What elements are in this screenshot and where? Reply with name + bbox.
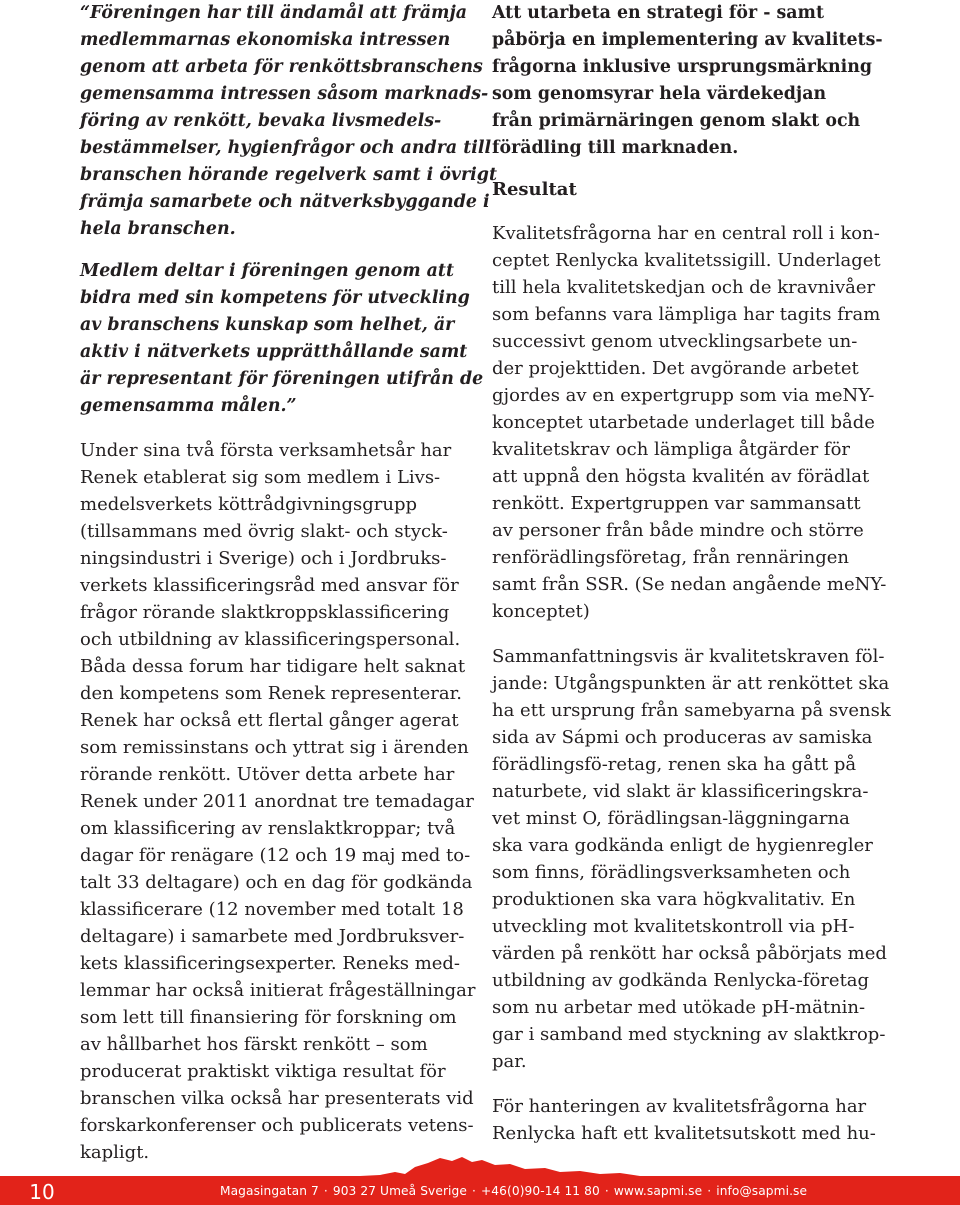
text-line: som lett till finansiering för forskning om <box>80 1007 457 1028</box>
strategy-goal-paragraph <box>492 0 883 162</box>
text-line: (tillsammans med övrig slakt- och styck- <box>80 521 448 542</box>
text-line: naturbete, vid slakt är klassificeringskra- <box>492 781 869 802</box>
text-line: deltagare) i samarbete med Jordbruksver- <box>80 926 465 947</box>
text-line: som nu arbetar med utökade pH-mätnin- <box>492 997 866 1018</box>
text-line: gemensamma intressen såsom marknads- <box>80 84 489 104</box>
text-line: till hela kvalitetskedjan och de kravnivåer <box>492 277 876 298</box>
text-line: Renek under 2011 anordnat tre temadagar <box>80 791 474 812</box>
section-heading-resultat: Resultat <box>492 179 577 200</box>
text-line: Att utarbeta en strategi för - samt <box>492 3 824 23</box>
text-line: om klassificering av renslaktkroppar; två <box>80 818 456 839</box>
text-line: av branschens kunskap som helhet, är <box>80 315 455 335</box>
text-line: bidra med sin kompetens för utveckling <box>80 288 470 308</box>
text-line: samt från SSR. (Se nedan angående meNY- <box>492 574 887 595</box>
footer-email-link[interactable]: info@sapmi.se <box>716 1184 808 1198</box>
text-line: frågor rörande slaktkroppsklassificering <box>80 602 450 623</box>
text-line: Renek har också ett flertal gånger agerat <box>80 710 459 731</box>
text-line: vet minst O, förädlingsan-läggningarna <box>492 808 850 829</box>
text-line: påbörja en implementering av kvalitets- <box>492 30 883 50</box>
text-line: förädling till marknaden. <box>492 138 739 158</box>
text-line: Sammanfattningsvis är kvalitetskraven föl- <box>492 646 885 667</box>
text-line: gemensamma målen.” <box>80 396 297 416</box>
text-line: gjordes av en expertgrupp som via meNY- <box>492 385 875 406</box>
footer-website-link[interactable]: www.sapmi.se <box>613 1184 703 1198</box>
text-line: Kvalitetsfrågorna har en central roll i kon- <box>492 223 880 244</box>
text-line: kapligt. <box>80 1142 150 1163</box>
text-line: sida av Sápmi och produceras av samiska <box>492 727 873 748</box>
text-line: från primärnäringen genom slakt och <box>492 111 861 131</box>
text-line: främja samarbete och nätverksbyggande i <box>80 192 490 212</box>
text-line: kets klassificeringsexperter. Reneks med- <box>80 953 461 974</box>
text-line: talt 33 deltagare) och en dag för godkända <box>80 872 473 893</box>
text-line: hela branschen. <box>80 219 236 239</box>
text-line: att uppnå den högsta kvalitén av förädlat <box>492 466 870 487</box>
text-line: genom att arbeta för renköttsbranschens <box>80 57 483 77</box>
text-line: medlemmarnas ekonomiska intressen <box>80 30 451 50</box>
page-number: 10 <box>29 1180 55 1204</box>
text-line: lemmar har också initierat frågeställningar <box>80 980 476 1001</box>
text-line: ningsindustri i Sverige) och i Jordbruks- <box>80 548 447 569</box>
text-line: Medlem deltar i föreningen genom att <box>80 261 454 281</box>
text-line: konceptet utarbetade underlaget till både <box>492 412 875 433</box>
text-line: Renlycka haft ett kvalitetsutskott med hu- <box>492 1123 876 1144</box>
text-line: rörande renkött. Utöver detta arbete har <box>80 764 455 785</box>
body-paragraph-summary <box>492 643 891 1075</box>
footer-separator: · <box>471 1184 476 1198</box>
text-line: bestämmelser, hygienfrågor och andra till <box>80 138 492 158</box>
text-line: branschen vilka också har presenterats vid <box>80 1088 474 1109</box>
text-line: som befanns vara lämpliga har tagits fram <box>492 304 881 325</box>
text-line: konceptet) <box>492 601 590 622</box>
text-line: är representant för föreningen utifrån de <box>80 369 484 389</box>
text-line: gar i samband med styckning av slaktkrop- <box>492 1024 886 1045</box>
text-line: och utbildning av klassificeringspersonal. <box>80 629 461 650</box>
body-paragraph-committee <box>492 1093 876 1147</box>
text-line: der projekttiden. Det avgörande arbetet <box>492 358 859 379</box>
text-line: som finns, förädlingsverksamheten och <box>492 862 851 883</box>
text-line: utbildning av godkända Renlycka-företag <box>492 970 870 991</box>
body-paragraph-activities <box>80 437 476 1166</box>
footer-separator: · <box>604 1184 609 1198</box>
text-line: av personer från både mindre och större <box>492 520 864 541</box>
text-line: utveckling mot kvalitetskontroll via pH- <box>492 916 855 937</box>
text-line: ska vara godkända enligt de hygienregler <box>492 835 873 856</box>
footer-separator: · <box>323 1184 328 1198</box>
text-line: renförädlingsföretag, från rennäringen <box>492 547 849 568</box>
statute-quote-purpose <box>80 0 497 243</box>
text-line: dagar för renägare (12 och 19 maj med to- <box>80 845 471 866</box>
footer-separator: · <box>707 1184 712 1198</box>
statute-quote-membership <box>80 258 483 420</box>
text-line: ceptet Renlycka kvalitetssigill. Underlaget <box>492 250 881 271</box>
text-line: ha ett ursprung från samebyarna på svensk <box>492 700 891 721</box>
text-line: Under sina två första verksamhetsår har <box>80 440 452 461</box>
text-line: den kompetens som Renek representerar. <box>80 683 462 704</box>
text-line: klassificerare (12 november med totalt 18 <box>80 899 464 920</box>
text-line: aktiv i nätverkets upprätthållande samt <box>80 342 468 362</box>
text-line: successivt genom utvecklingsarbete un- <box>492 331 858 352</box>
text-line: Renek etablerat sig som medlem i Livs- <box>80 467 441 488</box>
text-line: frågorna inklusive ursprungsmärkning <box>492 57 873 77</box>
text-line: producerat praktiskt viktiga resultat för <box>80 1061 446 1082</box>
text-line: verkets klassificeringsråd med ansvar för <box>80 575 459 596</box>
text-line: renkött. Expertgruppen var sammansatt <box>492 493 861 514</box>
text-line: För hanteringen av kvalitetsfrågorna har <box>492 1096 867 1117</box>
text-line: kvalitetskrav och lämpliga åtgärder för <box>492 439 851 460</box>
footer-contact-line <box>220 1182 807 1200</box>
text-line: par. <box>492 1051 527 1072</box>
text-line: produktionen ska vara högkvalitativ. En <box>492 889 856 910</box>
text-line: medelsverkets köttrådgivningsgrupp <box>80 494 418 515</box>
text-line: förädlingsfö-retag, renen ska ha gått på <box>492 754 857 775</box>
text-line: som genomsyrar hela värdekedjan <box>492 84 827 104</box>
footer-address: Magasingatan 7 <box>220 1184 319 1198</box>
footer-city: 903 27 Umeå Sverige <box>332 1184 467 1198</box>
text-line: “Föreningen har till ändamål att främja <box>80 3 468 23</box>
body-paragraph-quality <box>492 220 886 625</box>
text-line: Båda dessa forum har tidigare helt saknat <box>80 656 466 677</box>
footer-phone: +46(0)90-14 11 80 <box>480 1184 600 1198</box>
text-line: jande: Utgångspunkten är att renköttet ska <box>492 673 890 694</box>
text-line: som remissinstans och yttrat sig i ärenden <box>80 737 469 758</box>
text-line: forskarkonferenser och publicerats vetens- <box>80 1115 474 1136</box>
text-line: värden på renkött har också påbörjats med <box>492 943 887 964</box>
text-line: föring av renkött, bevaka livsmedels- <box>80 111 442 131</box>
text-line: branschen hörande regelverk samt i övrigt <box>80 165 497 185</box>
text-line: av hållbarhet hos färskt renkött – som <box>80 1034 428 1055</box>
